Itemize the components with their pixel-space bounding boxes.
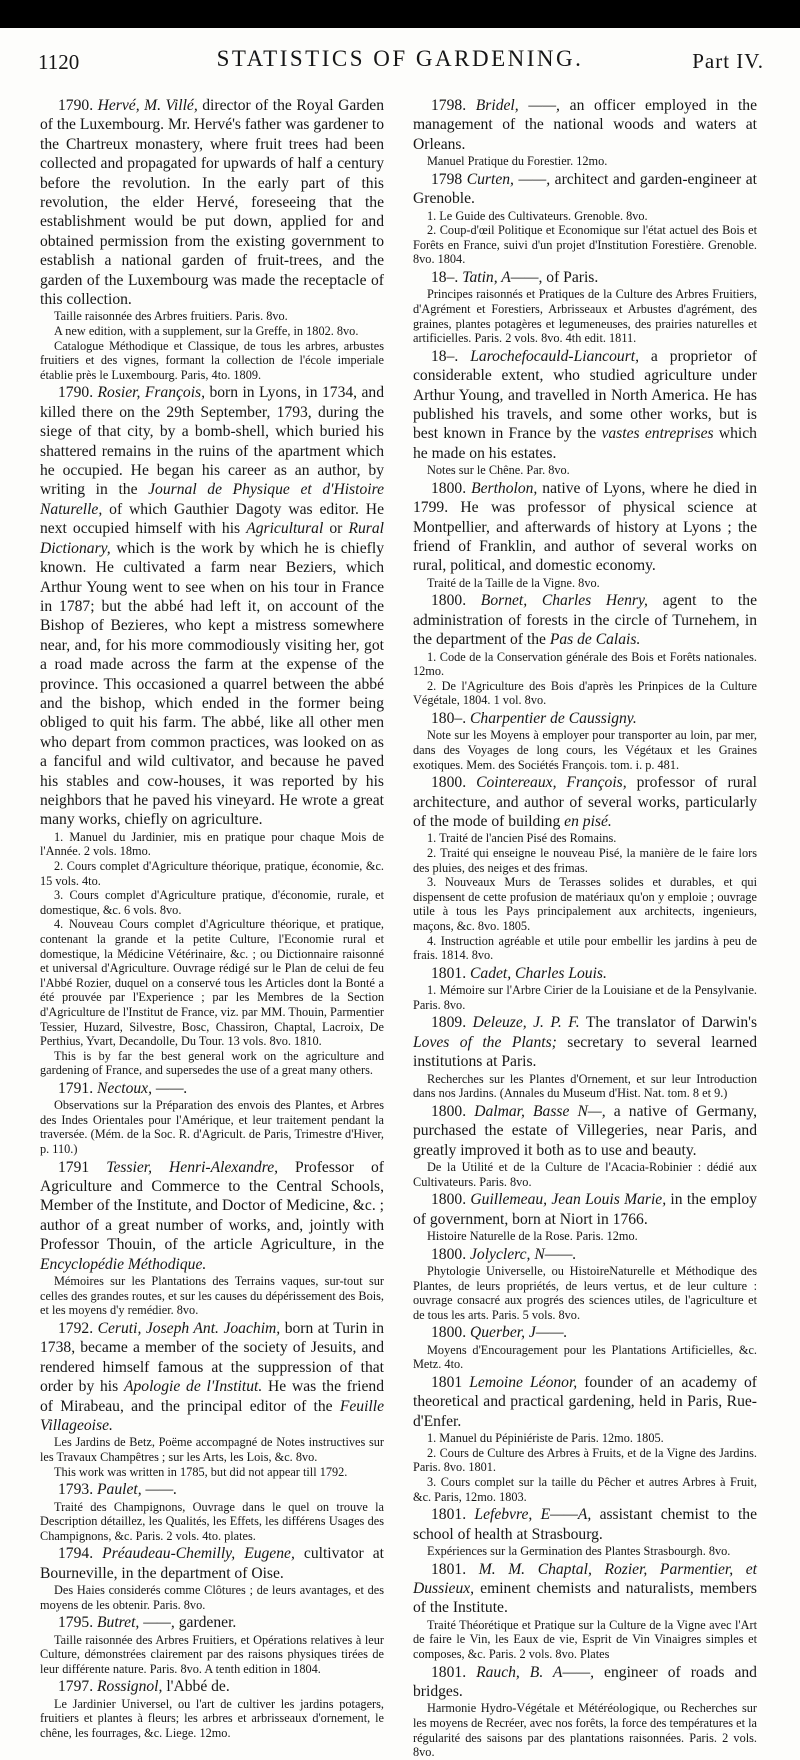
entry-work: Principes raisonnés et Pratiques de la Culture des Arbres Fruitiers, d'Agrément et Forestiers, Arbrisseaux et Arbustes d'agrément, des graines, plantes potagères et legumeneuses, des prairies naturelles et artificielles. Paris. 2 vols. 8vo. 4th edit. 1811. (413, 287, 757, 346)
entry-work: 2. Cours de Culture des Arbres à Fruits, et de la Vigne des Jardins. Paris. 8vo. 1801. (413, 1445, 757, 1475)
entry-author: Lemoine Léonor, (469, 1373, 578, 1391)
entry-author: Guillemeau, Jean Louis Marie, (470, 1191, 667, 1209)
entry-cited-title: Loves of the Plants; (413, 1033, 557, 1051)
entry-year: 1791 (58, 1158, 90, 1176)
entry-author: Butret, ——, (97, 1614, 175, 1632)
entry-work: Mémoires sur les Plantations des Terrains vaques, sur-tout sur celles des grandes routes, et sur les causes du dépérissement des Bois, et les moyens d'y remédier. 8vo. (40, 1274, 384, 1318)
entry-text: Professor of Agriculture and Commerce to the Central Schools, Member of the Institute, and Doctor of Medicine, &c. ; author of a great number of works, and, jointly with Professor Thouin, of the article Agriculture, in the (40, 1158, 384, 1254)
entry-cited-title: Apologie de l'Institut. (123, 1378, 263, 1396)
entry-text: secretary to several learned institutions at Paris. (413, 1033, 757, 1071)
page-header (0, 30, 800, 86)
entry-year: 1790. (58, 97, 94, 114)
entry-work: Les Jardins de Betz, Poëme accompagné de Notes instructives sur les Travaux Champêtres ; sur les Arts, les Lois, &c. 8vo. (40, 1435, 384, 1464)
entry (413, 591, 757, 708)
entry-heading (413, 709, 757, 728)
entry-author: Rossignol, (97, 1678, 163, 1696)
entry-heading (40, 1158, 384, 1274)
entry (40, 1319, 384, 1479)
entry-text: cultivator at Bourneville, in the department of Oise. (40, 1545, 385, 1582)
entry-heading (413, 773, 757, 831)
entry-heading (413, 1190, 757, 1229)
entry-work: 1. Manuel du Jardinier, mis en pratique pour chaque Mois de l'Année. 2 vols. 18mo. (40, 829, 384, 859)
entry-work: This work was written in 1785, but did not appear till 1792. (54, 1464, 348, 1479)
entry-cited-title: Rural Dictionary, (40, 520, 384, 557)
right-column (413, 96, 758, 1760)
entry-author: Tessier, Henri-Alexandre, (106, 1158, 279, 1176)
entry-text: which is the work by which he is chiefly known. He cultivated a farm near Beziers, which Arthur Young went to see when on his tour in France in 1787; but the abbé had left it, on account of the Bishop of Bezieres, who kept a mistress somewhere near, and, for his more commodiously visiting her, got a road made across the farm at the expense of the province. This occasioned a quarrel between the abbé and the bishop, which ended in the former being obliged to quit his farm. The abbé, like all other men who depart from common practices, was looked on as a fanciful and wild cultivator, and because he paved his stables and cow-houses, it was reported by his neighbors that he paved his vineyard. He wrote a great many works, chiefly on agriculture. (40, 539, 384, 829)
entry (413, 1245, 757, 1323)
entry-work: Histoire Naturelle de la Rose. Paris. 12mo. (427, 1229, 638, 1243)
entry-text: founder of an academy of theoretical and practical gardening, held in Paris, Rue-d'Enfer. (413, 1373, 757, 1430)
entry-author: Paulet, ——. (97, 1481, 178, 1499)
entry (40, 1544, 384, 1612)
entry-author: Nectoux, ——. (97, 1079, 188, 1097)
entry-text: or (323, 520, 349, 538)
entry-year: 18–. (431, 347, 459, 365)
entry-year: 1798. (431, 97, 467, 114)
entry (413, 1013, 757, 1100)
entry-year: 1800. (431, 1324, 467, 1342)
entry-work: 4. Instruction agréable et utile pour embellir les jardins à peu de frais. 1814. 8vo. (413, 933, 757, 963)
entry (413, 347, 757, 478)
entry-text: engineer of roads and bridges. (413, 1663, 757, 1700)
entry-work: Moyens d'Encouragement pour les Plantations Artificielles, &c. Metz. 4to. (413, 1342, 757, 1372)
entry-heading (413, 1560, 757, 1618)
entry-text: director of the Royal Garden of the Luxembourg. Mr. Hervé's father was gardener to the Chartreux monastery, where fruit trees had been collected and propagated for upwards of half a century before the revolution. In the early part of this revolution, the elder Hervé, foreseeing that the establishment would be put down, applied for and obtained permission from the existing government to establish a national garden of fruit-trees, and the garden of the Luxembourg was made the receptacle of this collection. (40, 97, 384, 309)
entry (413, 479, 757, 591)
entry-heading (413, 964, 757, 983)
entry-cited-title: Agricultural (246, 520, 324, 538)
entry-year: 1800. (431, 479, 467, 497)
entry-cited-title: Pas de Calais. (549, 631, 641, 649)
entry-heading (40, 1677, 384, 1696)
entry-cited-title: Encyclopédie Méthodique. (40, 1255, 207, 1273)
entry-heading (40, 1079, 384, 1098)
entry-author: Cointereaux, François, (476, 774, 627, 792)
entry-author: Bertholon, (471, 479, 538, 497)
entry-year: 1800. (431, 1191, 467, 1209)
entry-cited-title: Feuille Villageoise. (40, 1397, 384, 1434)
entry-year: 1800. (431, 592, 467, 610)
entry-author: Lefebvre, E——A, (474, 1506, 592, 1524)
entry (413, 170, 757, 267)
entry-year: 1800. (431, 1245, 467, 1263)
entry-heading (40, 1613, 384, 1632)
entry (413, 1663, 757, 1760)
entry-author: Querber, J——. (470, 1324, 568, 1342)
entry-work: Observations sur la Préparation des envois des Plantes, et Arbres des Indes Orientales pour l'Amérique, et leur traitement pendant la traversée. (Mém. de la Soc. R. d'Agricult. de Paris, Trimestre d'Hiver, p. 110.) (40, 1098, 384, 1157)
entry (413, 964, 757, 1013)
entry-text: The translator of Darwin's (579, 1014, 758, 1032)
entry-year: 1801. (431, 964, 467, 982)
entry-year: 1794. (58, 1545, 94, 1563)
entry-author: Curten, ——, (466, 170, 551, 188)
entry-heading (40, 96, 384, 309)
entry (413, 1102, 757, 1189)
entry-work: 2. Traité qui enseigne le nouveau Pisé, la manière de le faire lors des pluies, des neiges et des frimas. (413, 846, 757, 875)
entry-heading (413, 268, 757, 287)
entry-work: Expériences sur la Germination des Plantes Strasbourgh. 8vo. (427, 1543, 731, 1558)
entry-year: 1800. (431, 1102, 467, 1120)
entry-heading (413, 1013, 757, 1071)
entry-author: Jolyclerc, N——. (470, 1245, 577, 1263)
entry-text: of Paris. (542, 269, 599, 286)
entry-year: 1790. (58, 384, 94, 402)
entry-year: 1792. (58, 1319, 94, 1337)
entry-heading (413, 1505, 757, 1544)
entry-text: a proprietor of considerable extent, who studied agriculture under Arthur Young, and travelled in North America. He has published his travels, and some other works, but is best known in France by the (413, 347, 757, 443)
entry-text: born in Lyons, in 1734, and killed there on the 29th September, 1793, during the siege of that city, by a bomb-shell, which buried his shattered remains in the ruins of the apartment which he occupied. He began his career as an author, by writing in the (40, 384, 384, 499)
entry (40, 1079, 384, 1157)
entry-work: Harmonie Hydro-Végétale et Météréologique, ou Recherches sur les moyens de Recréer, avec nos forêts, la force des températures et la régularité des saisons par des plantations raisonnées. Paris. 2 vols. 8vo. (413, 1701, 757, 1760)
entry-work: 3. Cours complet sur la taille du Pêcher et autres Arbres à Fruit, &c. Paris, 12mo. 1803. (413, 1474, 757, 1504)
entry-year: 1801 (431, 1373, 463, 1391)
entry-author: Ceruti, Joseph Ant. Joachim, (97, 1319, 281, 1337)
entry-year: 180–. (431, 710, 467, 728)
entry-work: Phytologie Universelle, ou HistoireNaturelle et Méthodique des Plantes, de leurs propriétés, de leurs vertus, et de leur culture : ouvrage consacré aux progrés des sciences utiles, de l'agriculture et de tous les arts. Paris. 5 vols. 8vo. (413, 1264, 757, 1322)
entry-heading (413, 591, 757, 649)
entry-author: Cadet, Charles Louis. (470, 964, 607, 982)
left-column (40, 96, 385, 1741)
entry-work: 1. Code de la Conservation générale des Bois et Forêts nationales. 12mo. (413, 649, 757, 679)
entry-heading (413, 96, 757, 154)
entry-text: professor of rural architecture, and author of several works, particularly of the mode of building (413, 774, 757, 831)
entry-heading (413, 170, 757, 209)
entry-work: Manuel Pratique du Forestier. 12mo. (427, 154, 608, 169)
entry-author: Dalmar, Basse N—, (474, 1102, 606, 1120)
entry-year: 1809. (431, 1014, 467, 1032)
entry (40, 1158, 384, 1318)
entry-text: gardener. (174, 1614, 237, 1632)
entry (40, 383, 384, 1077)
entry-year: 1791. (58, 1079, 94, 1097)
entry (413, 773, 757, 963)
entry-work: Des Haies considerés comme Clôtures ; de leurs avantages, et des moyens de les obtenir. Paris. 8vo. (40, 1583, 384, 1612)
entry-heading (40, 1319, 384, 1435)
entry-author: Bornet, Charles Henry, (480, 592, 648, 610)
entry-author: Tatin, A——, (462, 269, 543, 286)
entry-work: De la Utilité et de la Culture de l'Acacia-Robinier : dédié aux Cultivateurs. Paris. 8vo. (413, 1160, 757, 1189)
running-title: STATISTICS OF GARDENING. (216, 46, 584, 71)
entry-work: 2. Coup-d'œil Politique et Economique sur l'état actuel des Bois et Forêts en France, suivi d'un projet d'Institution Forestière. Grenoble. 8vo. 1804. (413, 223, 757, 267)
entry (413, 1190, 757, 1243)
entry-year: 1793. (58, 1481, 94, 1499)
entry-work: 1. Mémoire sur l'Arbre Cirier de la Louisiane et de la Pensylvanie. Paris. 8vo. (413, 983, 757, 1012)
entry-work: Taille raisonnée des Arbres Fruitiers, et Opérations relatives à leur Culture, démonstrées clairement par des raisons physiques tirées de leur différente nature. Paris. 8vo. A tenth edition in 1804. (40, 1632, 384, 1676)
entry-text: of which Gauthier Dagoty was editor. He next occupied himself with his (40, 500, 384, 538)
entry-author: Larochefocauld-Liancourt, (470, 347, 639, 365)
entry-work: Recherches sur les Plantes d'Ornement, et sur leur Introduction dans nos Jardins. (Annales du Museum d'Hist. Nat. tom. 8 et 9.) (413, 1071, 757, 1101)
entry-cited-title: en pisé. (564, 813, 612, 831)
entry (413, 1323, 757, 1372)
entry-year: 1798 (431, 170, 463, 188)
entry-heading (413, 1663, 757, 1702)
entry-year: 1795. (58, 1614, 94, 1632)
entry-author: M. M. Chaptal, Rozier, Parmentier, et Dussieux, (413, 1560, 757, 1597)
entry-text: born at Turin in 1738, became a member of the society of Jesuits, and rendered himself famous at the suppression of that order by his (40, 1319, 384, 1396)
entry-work: Catalogue Méthodique et Classique, de tous les arbres, arbustes fruitiers et des vignes, formant la collection de l'école imperiale établie près le Luxembourg. Paris, 4to. 1809. (40, 338, 384, 382)
entry-heading (40, 1544, 384, 1583)
entry-work: 4. Nouveau Cours complet d'Agriculture théorique, et pratique, contenant la grande et la petite Culture, l'Economie rural et domestique, la Médicine Vétérinaire, &c. ; ou Dictionnaire raisonné et universal d'Agriculture. Ouvrage rédigé sur le Plan de celui de feu l'Abbé Rozier, duquel on a conservé tous les Articles dont la Bonté a été prouvée par l'Experience ; par les Membres de la Section d'Agriculture de l'Institut de France, viz. par MM. Thouin, Parmentier Tessier, Huzard, Silvestre, Bosc, Chassiron, Chaptal, Lacroix, De Perthius, Yvart, Decandolle, Du Tour. 13 vols. 8vo. 1810. (40, 917, 384, 1049)
entry-year: 1797. (58, 1678, 94, 1696)
entry-text: a native of Germany, purchased the estate of Villegeries, near Paris, and greatly improved it both as to use and beauty. (413, 1102, 757, 1159)
part-label: Part IV. (692, 49, 764, 73)
entry-work: Traité Théorétique et Pratique sur la Culture de la Vigne avec l'Art de faire le Vin, les Eaux de vie, Esprit de Vin Vinaigres simples et composes, &c. Paris. 2 vols. 8vo. Plates (413, 1617, 757, 1661)
entry-text: l'Abbé de. (162, 1678, 230, 1696)
entry-heading (413, 347, 757, 463)
entry-cited-title: vastes entreprises (601, 425, 714, 443)
entry-author: Bridel, ——, (475, 97, 560, 114)
entry-work: Traité des Champignons, Ouvrage dans le quel on trouve la Description détaillez, les Qualités, les Effets, les différens Usages des Champignons, &c. Paris. 2 vols. 4to. plates. (40, 1499, 384, 1543)
entry-work: 1. Traité de l'ancien Pisé des Romains. (427, 831, 617, 846)
entry-work: Notes sur le Chêne. Par. 8vo. (427, 463, 570, 478)
entry-work: Le Jardinier Universel, ou l'art de cultiver les jardins potagers, fruitiers et plantes à fleurs; les arbres et arbrisseaux d'ornement, le chêne, les fourrages, &c. Liege. 12mo. (40, 1696, 384, 1741)
entry-work: 2. De l'Agriculture des Bois d'après les Prinpices de la Culture Végétale, 1804. 1 vol. 8vo. (413, 678, 757, 708)
entry (40, 1677, 384, 1740)
entry-text: assistant chemist to the school of health at Strasbourg. (413, 1506, 757, 1543)
entry-text: architect and garden-engineer at Grenoble. (413, 170, 757, 208)
entry-heading (40, 1480, 384, 1499)
entry-heading (40, 383, 384, 829)
entry (413, 1560, 757, 1662)
entry-heading (413, 1323, 757, 1342)
entry (40, 1613, 384, 1676)
entry-heading (413, 1102, 757, 1160)
entry-work: Note sur les Moyens à employer pour transporter au loin, par mer, dans des Voyages de long cours, les Végétaux et les Graines exotiques. Mem. des Sociétés François. tom. i. p. 481. (413, 728, 757, 772)
entry-work: Taille raisonnée des Arbres fruitiers. Paris. 8vo. (54, 309, 288, 324)
entry-heading (413, 1373, 757, 1431)
entry-author: Préaudeau-Chemilly, Eugene, (102, 1545, 295, 1563)
entry-year: 1801. (431, 1506, 467, 1524)
entry-work: 1. Manuel du Pépiniériste de Paris. 12mo. 1805. (427, 1431, 664, 1446)
entry-author: Hervé, M. Villé, (97, 97, 198, 114)
entry-work: 2. Cours complet d'Agriculture théorique, pratique, économie, &c. 15 vols. 4to. (40, 858, 384, 888)
scan-top-border (0, 0, 800, 28)
entry-work: This is by far the best general work on the agriculture and gardening of France, and supersedes the use of a great many others. (40, 1048, 384, 1078)
entry-text: eminent chemists and naturalists, members of the Institute. (413, 1579, 757, 1617)
entry-author: Deleuze, J. P. F. (472, 1014, 580, 1032)
entry-year: 1801. (431, 1560, 467, 1578)
entry-heading (413, 1245, 757, 1264)
entry (40, 96, 384, 382)
entry-text: He was the friend of Mirabeau, and the principal editor of the (40, 1378, 384, 1415)
entry-text: native of Lyons, where he died in 1799. He was professor of physical science at Montpellier, and afterwards of history at Lyons ; the friend of Franklin, and author of several works on rural, political, and domestic economy. (413, 479, 757, 575)
page-number: 1120 (38, 50, 80, 74)
entry-work: 3. Nouveaux Murs de Terasses solides et durables, et qui dispensent de cette profusion de matériaux qu'on y emploie ; ouvrage utile à tous les Pays principalement aux architects, ingenieurs, maçons, &c. 8vo. 1805. (413, 875, 757, 933)
entry-year: 1800. (431, 774, 467, 792)
entry-author: Rosier, François, (97, 384, 206, 402)
entry-text: agent to the administration of forests in the circle of Turnehem, in the department of the (413, 592, 757, 649)
entry (40, 1480, 384, 1543)
entry-work: 3. Cours complet d'Agriculture pratique, d'économie, rurale, et domestique, &c. 6 vols. 8vo. (40, 888, 384, 917)
entry-heading (413, 479, 757, 576)
entry-text: which he made on his estates. (413, 425, 757, 462)
entry-text: in the employ of government, born at Niort in 1766. (413, 1191, 757, 1228)
entry (413, 96, 757, 169)
entry (413, 709, 757, 772)
entry (413, 1505, 757, 1558)
entry-year: 1801. (431, 1663, 467, 1681)
entry-author: Rauch, B. A——, (476, 1663, 595, 1681)
entry-cited-title: Journal de Physique et d'Histoire Naturelle, (40, 481, 384, 518)
entry (413, 1373, 757, 1504)
entry-work: A new edition, with a supplement, sur la Greffe, in 1802. 8vo. (54, 324, 359, 339)
entry-author: Charpentier de Caussigny. (470, 710, 637, 728)
entry-year: 18–. (431, 269, 459, 286)
entry (413, 268, 757, 346)
entry-work: 1. Le Guide des Cultivateurs. Grenoble. 8vo. (427, 208, 648, 223)
entry-work: Traité de la Taille de la Vigne. 8vo. (427, 575, 600, 590)
entry-text: an officer employed in the management of the national woods and waters at Orleans. (413, 97, 758, 153)
